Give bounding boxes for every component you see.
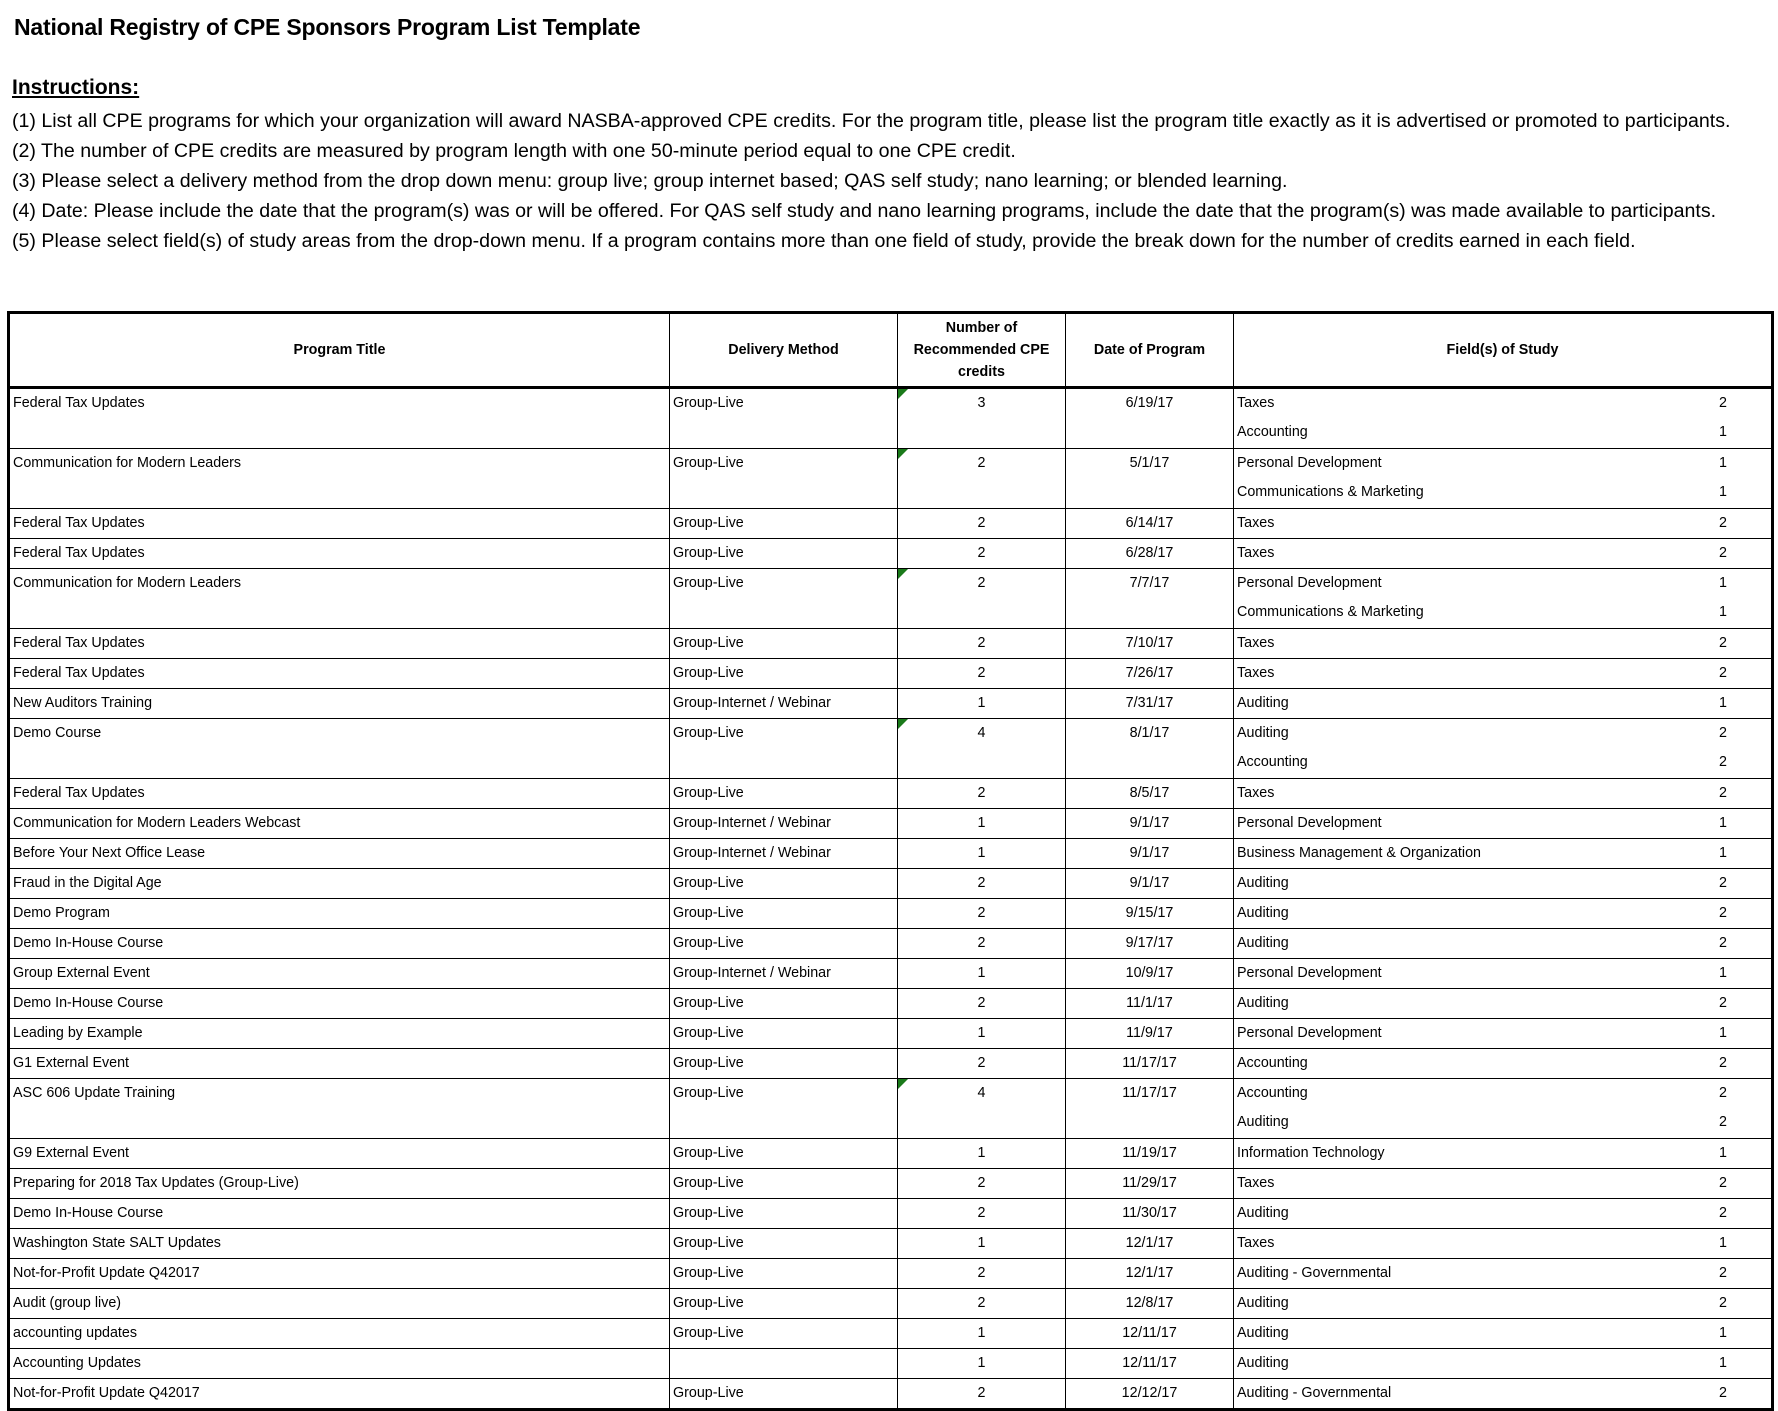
field-of-study-cell[interactable]: Taxes — [1234, 628, 1653, 658]
table-row — [9, 778, 1773, 808]
cpe-credits-cell[interactable]: 2 — [898, 568, 1066, 628]
delivery-method-cell[interactable]: Group-Live — [670, 628, 898, 658]
program-title-cell[interactable]: Before Your Next Office Lease — [9, 838, 670, 868]
table-row — [9, 1378, 1773, 1409]
cpe-credits-cell[interactable]: 1 — [898, 1228, 1066, 1258]
table-row — [9, 658, 1773, 688]
table-row — [9, 1288, 1773, 1318]
field-credits-cell[interactable]: 1 — [1719, 604, 1727, 620]
program-date-cell[interactable]: 9/17/17 — [1066, 928, 1234, 958]
program-date-cell[interactable]: 11/17/17 — [1066, 1048, 1234, 1078]
table-row — [9, 1138, 1773, 1168]
field-of-study-cell[interactable]: Auditing - Governmental — [1234, 1258, 1653, 1288]
program-date-cell[interactable]: 11/1/17 — [1066, 988, 1234, 1018]
instruction-item: (3) Please select a delivery method from the drop down menu: group live; group internet based; QAS self study; nano learning; or blended learning. — [12, 170, 1288, 192]
delivery-method-cell[interactable]: Group-Live — [670, 658, 898, 688]
field-of-study-cell[interactable]: Accounting — [1234, 1048, 1653, 1078]
program-title-cell[interactable]: Federal Tax Updates — [9, 628, 670, 658]
delivery-method-cell[interactable]: Group-Live — [670, 1228, 898, 1258]
cpe-credits-cell[interactable]: 2 — [898, 928, 1066, 958]
field-credits-cell[interactable]: 2 — [1653, 658, 1773, 688]
program-title-cell[interactable]: G9 External Event — [9, 1138, 670, 1168]
program-title-cell[interactable]: ASC 606 Update Training — [9, 1078, 670, 1138]
delivery-method-cell[interactable]: Group-Live — [670, 718, 898, 778]
program-date-cell[interactable]: 7/10/17 — [1066, 628, 1234, 658]
field-of-study-cell[interactable]: Information Technology — [1234, 1138, 1653, 1168]
field-credits-cell[interactable]: 1 — [1719, 484, 1727, 500]
delivery-method-cell[interactable]: Group-Live — [670, 868, 898, 898]
header-cpe-credits[interactable]: Number of Recommended CPE credits — [898, 313, 1066, 388]
field-of-study-cell[interactable]: Auditing — [1234, 718, 1653, 748]
field-of-study-cell[interactable]: Personal Development — [1234, 958, 1653, 988]
field-credits-cell[interactable]: 1 — [1653, 448, 1773, 478]
program-title-cell[interactable]: Communication for Modern Leaders — [9, 568, 670, 628]
program-date-cell[interactable]: 6/14/17 — [1066, 508, 1234, 538]
table-row — [9, 988, 1773, 1018]
field-of-study-cell[interactable]: Accounting — [1234, 1078, 1653, 1108]
cpe-credits-cell[interactable]: 2 — [898, 1288, 1066, 1318]
field-credits-cell[interactable]: 2 — [1653, 538, 1773, 568]
table-row — [9, 1168, 1773, 1198]
program-title-cell[interactable]: New Auditors Training — [9, 688, 670, 718]
program-title-cell[interactable]: Preparing for 2018 Tax Updates (Group-Live) — [9, 1168, 670, 1198]
field-of-study-cell[interactable]: Auditing — [1234, 868, 1653, 898]
program-title-cell[interactable]: Federal Tax Updates — [9, 508, 670, 538]
table-row — [9, 808, 1773, 838]
instruction-item: (4) Date: Please include the date that the program(s) was or will be offered. For QAS self study and nano learning programs, include the date that the program(s) was made available to participants. — [12, 200, 1717, 222]
cpe-credits-cell[interactable]: 2 — [898, 1378, 1066, 1409]
field-of-study-cell[interactable]: Auditing — [1234, 988, 1653, 1018]
field-credits-cell[interactable]: 1 — [1653, 1018, 1773, 1048]
delivery-method-cell[interactable]: Group-Live — [670, 1258, 898, 1288]
field-credits-cell[interactable]: 1 — [1719, 424, 1727, 440]
field-of-study-cell[interactable]: Auditing — [1234, 1288, 1653, 1318]
delivery-method-cell[interactable]: Group-Internet / Webinar — [670, 838, 898, 868]
program-list-table — [7, 311, 1774, 1411]
cpe-credits-cell[interactable]: 2 — [898, 778, 1066, 808]
program-date-cell[interactable]: 11/19/17 — [1066, 1138, 1234, 1168]
table-row — [9, 838, 1773, 868]
field-of-study-cell[interactable]: Accounting — [1234, 748, 1653, 778]
program-date-cell[interactable]: 6/19/17 — [1066, 388, 1234, 449]
program-date-cell[interactable]: 12/1/17 — [1066, 1228, 1234, 1258]
field-credits-cell[interactable]: 2 — [1719, 754, 1727, 770]
table-body — [9, 388, 1773, 1410]
table-row — [9, 898, 1773, 928]
field-of-study-cell[interactable]: Taxes — [1234, 658, 1653, 688]
delivery-method-cell[interactable]: Group-Internet / Webinar — [670, 958, 898, 988]
table-row — [9, 688, 1773, 718]
program-date-cell[interactable]: 11/9/17 — [1066, 1018, 1234, 1048]
program-date-cell[interactable]: 7/26/17 — [1066, 658, 1234, 688]
program-title-cell[interactable]: G1 External Event — [9, 1048, 670, 1078]
cpe-credits-cell[interactable]: 2 — [898, 538, 1066, 568]
program-title-cell[interactable]: Federal Tax Updates — [9, 388, 670, 449]
table-row — [9, 928, 1773, 958]
program-date-cell[interactable]: 7/31/17 — [1066, 688, 1234, 718]
table-row — [9, 1318, 1773, 1348]
table-row — [9, 718, 1773, 748]
instructions-list — [12, 106, 1772, 256]
field-credits-cell[interactable]: 1 — [1653, 838, 1773, 868]
field-of-study-cell[interactable]: Business Management & Organization — [1234, 838, 1653, 868]
field-of-study-cell[interactable]: Personal Development — [1234, 1018, 1653, 1048]
field-credits-cell[interactable]: 2 — [1719, 1114, 1727, 1130]
delivery-method-cell[interactable]: Group-Live — [670, 508, 898, 538]
program-date-cell[interactable]: 11/17/17 — [1066, 1078, 1234, 1138]
field-credits-cell[interactable]: 2 — [1653, 1258, 1773, 1288]
delivery-method-cell[interactable] — [670, 1348, 898, 1378]
field-credits-cell[interactable]: 1 — [1653, 568, 1773, 598]
field-credits-cell[interactable]: 2 — [1653, 1078, 1773, 1108]
field-credits-cell[interactable]: 1 — [1653, 688, 1773, 718]
field-of-study-cell[interactable]: Taxes — [1234, 388, 1653, 419]
field-of-study-cell[interactable]: Communications & Marketing — [1234, 598, 1653, 628]
cpe-credits-cell[interactable]: 1 — [898, 1348, 1066, 1378]
cpe-credits-cell[interactable]: 1 — [898, 688, 1066, 718]
field-of-study-cell[interactable]: Taxes — [1234, 508, 1653, 538]
delivery-method-cell[interactable]: Group-Live — [670, 898, 898, 928]
cpe-credits-cell[interactable]: 1 — [898, 1318, 1066, 1348]
field-of-study-cell[interactable]: Auditing — [1234, 898, 1653, 928]
cpe-credits-cell[interactable]: 2 — [898, 988, 1066, 1018]
program-title-cell[interactable]: Not-for-Profit Update Q42017 — [9, 1258, 670, 1288]
program-title-cell[interactable]: Federal Tax Updates — [9, 538, 670, 568]
table-row — [9, 1258, 1773, 1288]
cpe-credits-cell[interactable]: 2 — [898, 508, 1066, 538]
program-date-cell[interactable]: 8/1/17 — [1066, 718, 1234, 778]
delivery-method-cell[interactable]: Group-Live — [670, 1048, 898, 1078]
header-program-title[interactable]: Program Title — [9, 313, 670, 388]
field-credits-cell[interactable]: 2 — [1653, 778, 1773, 808]
program-date-cell[interactable]: 12/8/17 — [1066, 1288, 1234, 1318]
field-of-study-cell[interactable]: Personal Development — [1234, 568, 1653, 598]
cpe-credits-cell[interactable]: 1 — [898, 1018, 1066, 1048]
cpe-credits-cell[interactable]: 2 — [898, 1168, 1066, 1198]
field-credits-cell[interactable]: 2 — [1653, 928, 1773, 958]
program-title-cell[interactable]: Group External Event — [9, 958, 670, 988]
cpe-credits-cell[interactable]: 2 — [898, 658, 1066, 688]
header-delivery-method[interactable]: Delivery Method — [670, 313, 898, 388]
program-title-cell[interactable]: Fraud in the Digital Age — [9, 868, 670, 898]
field-credits-cell[interactable]: 1 — [1653, 1228, 1773, 1258]
field-credits-cell[interactable]: 2 — [1653, 988, 1773, 1018]
program-title-cell[interactable]: accounting updates — [9, 1318, 670, 1348]
cpe-credits-cell[interactable]: 2 — [898, 868, 1066, 898]
field-credits-cell[interactable]: 1 — [1653, 808, 1773, 838]
field-credits-cell[interactable]: 2 — [1653, 628, 1773, 658]
delivery-method-cell[interactable]: Group-Live — [670, 388, 898, 449]
cpe-credits-cell[interactable]: 1 — [898, 838, 1066, 868]
delivery-method-cell[interactable]: Group-Internet / Webinar — [670, 688, 898, 718]
program-title-cell[interactable]: Not-for-Profit Update Q42017 — [9, 1378, 670, 1409]
program-date-cell[interactable]: 9/1/17 — [1066, 838, 1234, 868]
delivery-method-cell[interactable]: Group-Live — [670, 988, 898, 1018]
program-date-cell[interactable]: 12/11/17 — [1066, 1318, 1234, 1348]
delivery-method-cell[interactable]: Group-Internet / Webinar — [670, 808, 898, 838]
field-of-study-cell[interactable]: Auditing — [1234, 688, 1653, 718]
delivery-method-cell[interactable]: Group-Live — [670, 448, 898, 508]
field-of-study-cell[interactable]: Accounting — [1234, 418, 1653, 448]
field-of-study-cell[interactable]: Personal Development — [1234, 808, 1653, 838]
field-credits-cell[interactable]: 1 — [1653, 958, 1773, 988]
field-of-study-cell[interactable]: Communications & Marketing — [1234, 478, 1653, 508]
program-date-cell[interactable]: 11/30/17 — [1066, 1198, 1234, 1228]
cpe-credits-cell[interactable]: 2 — [898, 1258, 1066, 1288]
table-row — [9, 538, 1773, 568]
field-credits-cell[interactable]: 2 — [1653, 898, 1773, 928]
delivery-method-cell[interactable]: Group-Live — [670, 1378, 898, 1409]
field-of-study-cell[interactable]: Auditing — [1234, 1108, 1653, 1138]
delivery-method-cell[interactable]: Group-Live — [670, 928, 898, 958]
field-credits-cell[interactable]: 2 — [1653, 1288, 1773, 1318]
field-of-study-cell[interactable]: Taxes — [1234, 778, 1653, 808]
program-date-cell[interactable]: 9/1/17 — [1066, 808, 1234, 838]
field-credits-cell[interactable]: 2 — [1653, 1048, 1773, 1078]
instructions-heading: Instructions: — [12, 76, 140, 99]
program-date-cell[interactable]: 12/1/17 — [1066, 1258, 1234, 1288]
program-date-cell[interactable]: 10/9/17 — [1066, 958, 1234, 988]
table-row — [9, 868, 1773, 898]
program-date-cell[interactable]: 8/5/17 — [1066, 778, 1234, 808]
field-credits-cell[interactable]: 2 — [1653, 508, 1773, 538]
program-title-cell[interactable]: Demo Course — [9, 718, 670, 778]
table-row — [9, 388, 1773, 419]
field-credits-cell[interactable]: 2 — [1719, 395, 1727, 411]
program-title-cell[interactable]: Communication for Modern Leaders — [9, 448, 670, 508]
table-row — [9, 448, 1773, 478]
program-title-cell[interactable]: Accounting Updates — [9, 1348, 670, 1378]
field-of-study-cell[interactable]: Auditing — [1234, 1318, 1653, 1348]
field-of-study-cell[interactable]: Personal Development — [1234, 448, 1653, 478]
program-title-cell[interactable]: Leading by Example — [9, 1018, 670, 1048]
table-row — [9, 628, 1773, 658]
delivery-method-cell[interactable]: Group-Live — [670, 1288, 898, 1318]
table-row — [9, 1078, 1773, 1108]
program-title-cell[interactable]: Demo Program — [9, 898, 670, 928]
cpe-credits-cell[interactable]: 1 — [898, 808, 1066, 838]
field-of-study-cell[interactable]: Taxes — [1234, 1228, 1653, 1258]
field-of-study-cell[interactable]: Auditing — [1234, 1198, 1653, 1228]
cpe-credits-cell[interactable]: 3 — [898, 388, 1066, 449]
program-date-cell[interactable]: 11/29/17 — [1066, 1168, 1234, 1198]
field-credits-cell[interactable]: 2 — [1653, 868, 1773, 898]
field-of-study-cell[interactable]: Auditing — [1234, 1348, 1653, 1378]
field-credits-cell[interactable]: 2 — [1653, 1378, 1773, 1409]
program-date-cell[interactable]: 12/11/17 — [1066, 1348, 1234, 1378]
table-header-row — [9, 313, 1773, 388]
program-title-cell[interactable]: Demo In-House Course — [9, 1198, 670, 1228]
cpe-credits-cell[interactable]: 2 — [898, 1048, 1066, 1078]
delivery-method-cell[interactable]: Group-Live — [670, 1138, 898, 1168]
program-title-cell[interactable]: Washington State SALT Updates — [9, 1228, 670, 1258]
program-date-cell[interactable]: 5/1/17 — [1066, 448, 1234, 508]
table-row — [9, 1018, 1773, 1048]
program-title-cell[interactable]: Demo In-House Course — [9, 928, 670, 958]
delivery-method-cell[interactable]: Group-Live — [670, 1318, 898, 1348]
field-credits-cell[interactable]: 2 — [1653, 1168, 1773, 1198]
instruction-item: (2) The number of CPE credits are measured by program length with one 50-minute period equal to one CPE credit. — [12, 140, 1016, 162]
field-of-study-cell[interactable]: Auditing - Governmental — [1234, 1378, 1653, 1409]
program-title-cell[interactable]: Federal Tax Updates — [9, 658, 670, 688]
cpe-credits-cell[interactable]: 1 — [898, 958, 1066, 988]
instruction-item: (1) List all CPE programs for which your organization will award NASBA-approved CPE credits. For the program title, please list the program title exactly as it is advertised or promoted to participants. — [12, 110, 1731, 132]
table-row — [9, 1048, 1773, 1078]
cpe-credits-cell[interactable]: 4 — [898, 1078, 1066, 1138]
program-date-cell[interactable]: 6/28/17 — [1066, 538, 1234, 568]
field-credits-cell[interactable]: 2 — [1653, 1198, 1773, 1228]
delivery-method-cell[interactable]: Group-Live — [670, 1198, 898, 1228]
program-date-cell[interactable]: 7/7/17 — [1066, 568, 1234, 628]
delivery-method-cell[interactable]: Group-Live — [670, 1168, 898, 1198]
table-row — [9, 1198, 1773, 1228]
cpe-credits-cell[interactable]: 2 — [898, 898, 1066, 928]
program-title-cell[interactable]: Audit (group live) — [9, 1288, 670, 1318]
table-row — [9, 568, 1773, 598]
page-title: National Registry of CPE Sponsors Program List Template — [14, 14, 641, 40]
header-fields-of-study[interactable]: Field(s) of Study — [1234, 313, 1773, 388]
program-title-cell[interactable]: Federal Tax Updates — [9, 778, 670, 808]
delivery-method-cell[interactable]: Group-Live — [670, 568, 898, 628]
field-of-study-cell[interactable]: Auditing — [1234, 928, 1653, 958]
header-date-of-program[interactable]: Date of Program — [1066, 313, 1234, 388]
field-of-study-cell[interactable]: Taxes — [1234, 538, 1653, 568]
field-of-study-cell[interactable]: Taxes — [1234, 1168, 1653, 1198]
program-title-cell[interactable]: Communication for Modern Leaders Webcast — [9, 808, 670, 838]
cpe-credits-cell[interactable]: 2 — [898, 448, 1066, 508]
program-date-cell[interactable]: 9/15/17 — [1066, 898, 1234, 928]
field-credits-cell[interactable]: 2 — [1653, 718, 1773, 748]
cpe-credits-cell[interactable]: 4 — [898, 718, 1066, 778]
program-title-cell[interactable]: Demo In-House Course — [9, 988, 670, 1018]
delivery-method-cell[interactable]: Group-Live — [670, 778, 898, 808]
cpe-credits-cell[interactable]: 1 — [898, 1138, 1066, 1168]
field-credits-cell[interactable]: 1 — [1653, 1318, 1773, 1348]
table-row — [9, 1348, 1773, 1378]
program-date-cell[interactable]: 9/1/17 — [1066, 868, 1234, 898]
delivery-method-cell[interactable]: Group-Live — [670, 538, 898, 568]
delivery-method-cell[interactable]: Group-Live — [670, 1078, 898, 1138]
instruction-item: (5) Please select field(s) of study areas from the drop-down menu. If a program contains more than one field of study, provide the break down for the number of credits earned in each field. — [12, 230, 1636, 252]
table-row — [9, 958, 1773, 988]
cpe-credits-cell[interactable]: 2 — [898, 628, 1066, 658]
table-row — [9, 508, 1773, 538]
cpe-credits-cell[interactable]: 2 — [898, 1198, 1066, 1228]
field-credits-cell[interactable]: 1 — [1653, 1348, 1773, 1378]
field-credits-cell[interactable]: 1 — [1653, 1138, 1773, 1168]
table-row — [9, 1228, 1773, 1258]
delivery-method-cell[interactable]: Group-Live — [670, 1018, 898, 1048]
program-date-cell[interactable]: 12/12/17 — [1066, 1378, 1234, 1409]
